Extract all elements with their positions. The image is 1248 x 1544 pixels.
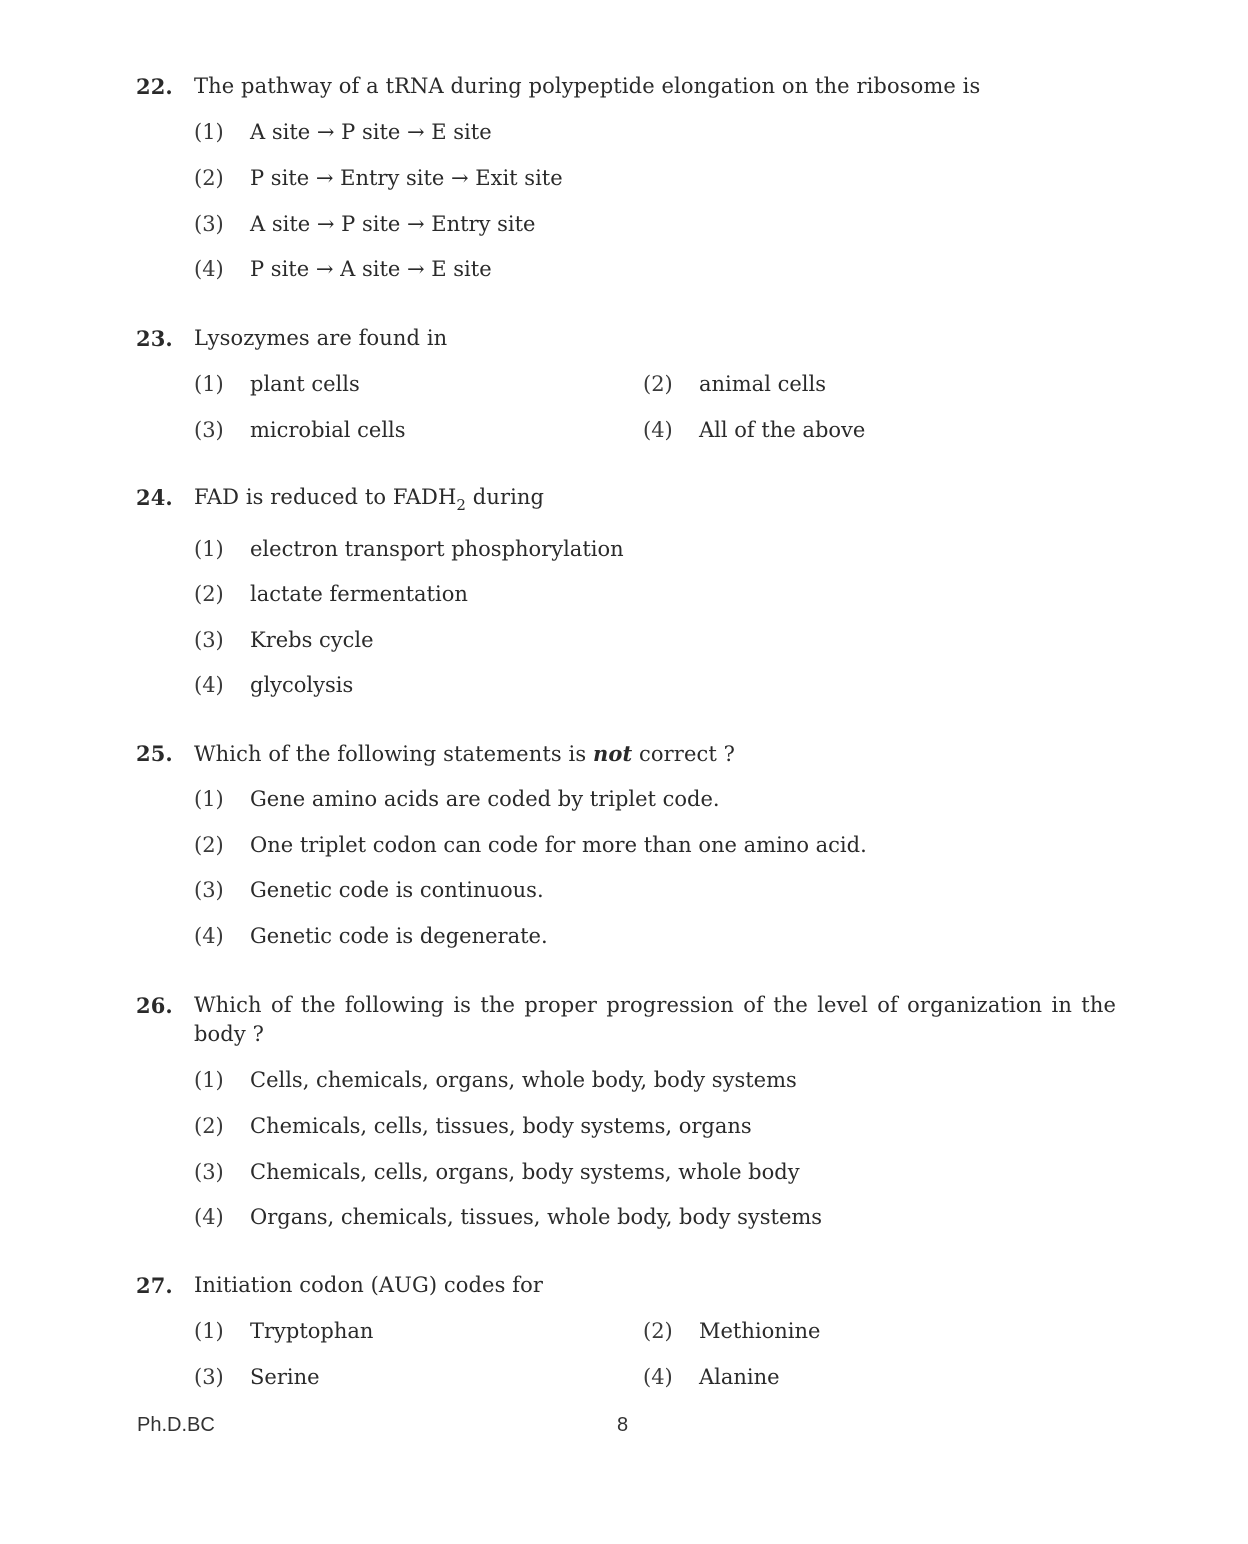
option-number: (4) xyxy=(643,1365,673,1389)
option-number: (2) xyxy=(194,833,224,857)
question-text: The pathway of a tRNA during polypeptide elongation on the ribosome is xyxy=(194,74,981,98)
option-number: (1) xyxy=(194,1068,224,1092)
question-text: Lysozymes are found in xyxy=(194,326,448,350)
question-stem xyxy=(136,739,1116,769)
option-text: Alanine xyxy=(699,1365,780,1389)
question-number: 22. xyxy=(136,74,173,99)
option-number: (3) xyxy=(194,628,224,652)
option-4 xyxy=(194,255,492,283)
option-1 xyxy=(194,118,492,146)
option-number: (3) xyxy=(194,1160,224,1184)
option-text: Serine xyxy=(250,1365,320,1389)
option-number: (1) xyxy=(194,372,224,396)
option-2 xyxy=(194,164,563,192)
option-text: One triplet codon can code for more than one amino acid. xyxy=(250,833,867,857)
option-text: animal cells xyxy=(699,372,826,396)
option-2 xyxy=(194,831,867,859)
option-1 xyxy=(194,1066,797,1094)
question-stem xyxy=(136,72,1116,101)
option-1 xyxy=(194,535,624,563)
option-number: (1) xyxy=(194,787,224,811)
option-text: Tryptophan xyxy=(250,1319,374,1343)
option-number: (1) xyxy=(194,1319,224,1343)
question-stem xyxy=(136,1271,1116,1300)
option-2 xyxy=(194,1112,752,1140)
option-text: All of the above xyxy=(699,418,866,442)
question-text: Initiation codon (AUG) codes for xyxy=(194,1273,543,1297)
option-number: (3) xyxy=(194,1365,224,1389)
option-1 xyxy=(194,370,360,398)
question-number: 27. xyxy=(136,1273,173,1298)
option-3 xyxy=(194,210,536,238)
option-1 xyxy=(194,1317,373,1345)
question-stem xyxy=(136,324,1116,353)
question-text-part: correct ? xyxy=(632,742,735,766)
option-4 xyxy=(194,922,548,950)
option-number: (4) xyxy=(643,418,673,442)
question-stem xyxy=(136,483,1116,514)
question-number: 25. xyxy=(136,741,173,766)
option-4 xyxy=(194,1203,822,1231)
option-3 xyxy=(194,626,374,654)
option-number: (4) xyxy=(194,673,224,697)
option-number: (4) xyxy=(194,924,224,948)
question-text xyxy=(194,483,1116,514)
option-text: A site → P site → Entry site xyxy=(250,212,536,236)
option-text: Chemicals, cells, tissues, body systems, organs xyxy=(250,1114,752,1138)
option-text: microbial cells xyxy=(250,418,406,442)
question-23 xyxy=(136,324,1116,442)
option-number: (2) xyxy=(643,1319,673,1343)
question-24 xyxy=(136,483,1116,697)
option-number: (2) xyxy=(194,166,224,190)
question-22 xyxy=(136,72,1116,281)
option-text: Cells, chemicals, organs, whole body, body systems xyxy=(250,1068,797,1092)
subscript: 2 xyxy=(456,496,467,514)
footer-page-number: 8 xyxy=(617,1414,629,1436)
option-1 xyxy=(194,785,720,813)
option-text: lactate fermentation xyxy=(250,582,468,606)
question-number: 26. xyxy=(136,993,173,1018)
option-number: (2) xyxy=(194,1114,224,1138)
question-text: Which of the following is the proper progression of the level of organization in the body ? xyxy=(194,993,1116,1046)
option-number: (2) xyxy=(643,372,673,396)
option-number: (3) xyxy=(194,212,224,236)
option-text: Chemicals, cells, organs, body systems, whole body xyxy=(250,1160,800,1184)
option-3 xyxy=(194,1363,320,1391)
option-text: A site → P site → E site xyxy=(250,120,492,144)
option-text: Genetic code is continuous. xyxy=(250,878,544,902)
option-text: Methionine xyxy=(699,1319,821,1343)
option-3 xyxy=(194,1158,800,1186)
question-stem xyxy=(136,991,1116,1049)
question-number: 24. xyxy=(136,485,173,510)
option-number: (1) xyxy=(194,120,224,144)
option-text: Krebs cycle xyxy=(250,628,374,652)
option-number: (3) xyxy=(194,878,224,902)
option-number: (4) xyxy=(194,257,224,281)
option-2 xyxy=(194,580,468,608)
option-2 xyxy=(643,370,826,398)
option-4 xyxy=(643,1363,780,1391)
option-text: P site → Entry site → Exit site xyxy=(250,166,563,190)
option-text: electron transport phosphorylation xyxy=(250,537,624,561)
option-text: plant cells xyxy=(250,372,360,396)
option-3 xyxy=(194,416,406,444)
option-text: Gene amino acids are coded by triplet code. xyxy=(250,787,720,811)
question-text-part: FAD is reduced to FADH xyxy=(194,485,457,509)
emphasis-not: not xyxy=(593,741,633,766)
option-2 xyxy=(643,1317,820,1345)
question-text-part: Which of the following statements is xyxy=(194,742,593,766)
option-number: (4) xyxy=(194,1205,224,1229)
footer-paper-code: Ph.D.BC xyxy=(137,1414,215,1436)
option-text: Genetic code is degenerate. xyxy=(250,924,548,948)
option-number: (1) xyxy=(194,537,224,561)
question-26 xyxy=(136,991,1116,1229)
option-text: glycolysis xyxy=(250,673,354,697)
question-number: 23. xyxy=(136,326,173,351)
question-25 xyxy=(136,739,1116,948)
question-text xyxy=(194,739,1116,769)
option-text: P site → A site → E site xyxy=(250,257,492,281)
option-4 xyxy=(194,671,353,699)
option-4 xyxy=(643,416,865,444)
option-number: (3) xyxy=(194,418,224,442)
option-text: Organs, chemicals, tissues, whole body, body systems xyxy=(250,1205,823,1229)
question-27 xyxy=(136,1271,1116,1389)
option-number: (2) xyxy=(194,582,224,606)
question-text-part: during xyxy=(466,485,545,509)
option-3 xyxy=(194,876,544,904)
